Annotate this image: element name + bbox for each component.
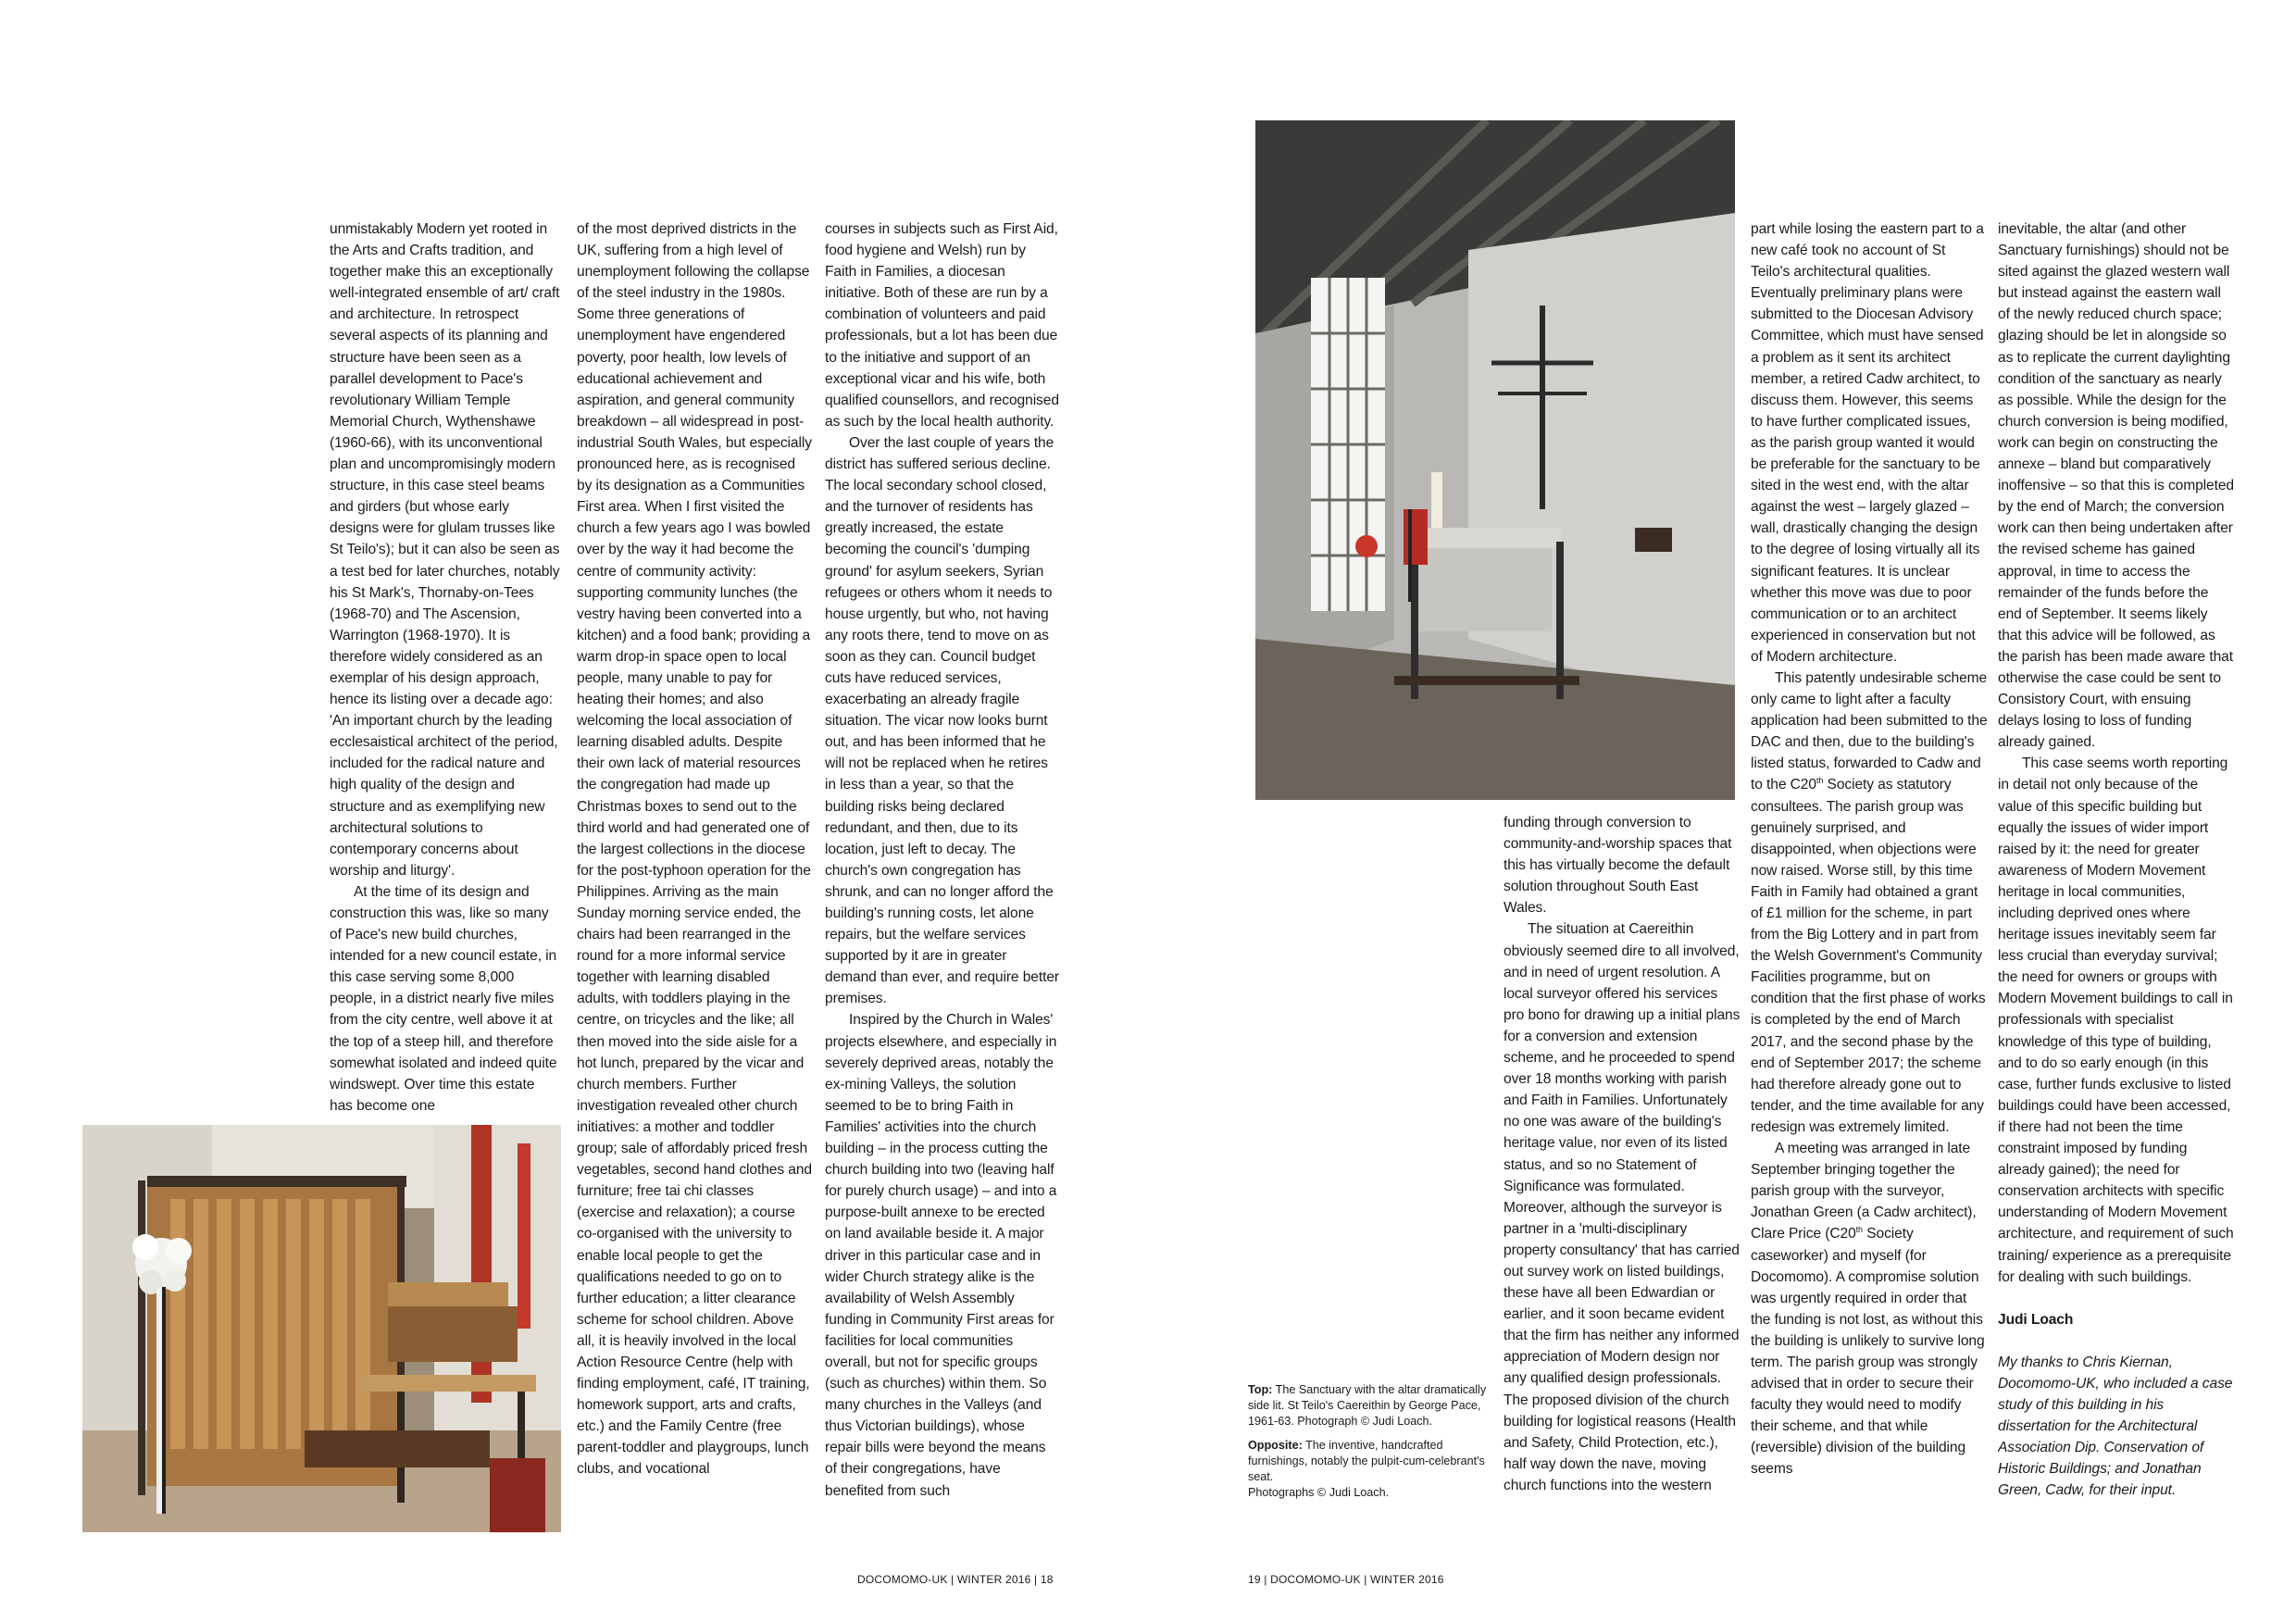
paragraph: unmistakably Modern yet rooted in the Arts and Crafts tradition, and together make this an exceptionally well-integrated ensemble of art/ craft and architecture. In retrospect several aspects of its planning and structure have been seen as a parallel development to Pace's revolutionary William Temple Memorial Church, Wythenshawe (1960-66), with its unconventional plan and uncompromisingly modern structure, in this case steel beams and girders (but whose early designs were for glulam trusses like St Teilo's); but it can also be seen as a test bed for later churches, notably his St Mark's, Thornaby-on-Tees (1968-70) and The Ascension, Warrington (1968-1970). It is therefore widely considered as an exemplar of his design approach, hence its listing over a decade ago: 'An important church by the leading ecclesaistical architect of the period, included for the radical nature and high quality of the design and structure and as exemplifying new architectural solutions to contemporary concerns about worship and liturgy'. <box>330 221 560 879</box>
paragraph: of the most deprived districts in the UK, suffering from a high level of unemployment following the collapse of the steel industry in the 1980s. Some three generations of unemployment have engendered poverty, poor health, low levels of educational achievement and aspiration, and general community breakdown – all widespread in post-industrial South Wales, but especially pronounced here, as is recognised by its designation as a Communities First area. When I first visited the church a few years ago I was bowled over by the way it had become the centre of community activity: supporting community lunches (the vestry having been converted into a kitchen) and a food bank; providing a warm drop-in space open to local people, many unable to pay for heating their homes; and also welcoming the local association of learning disabled adults. Despite their own lack of material resources the congregation had made up Christmas boxes to send out to the third world and had generated one of the largest collections in the diocese for the post-typhoon operation for the Philippines. Arriving as the main Sunday morning service ended, the chairs had been rearranged in the round for a more informal service together with learning disabled adults, with toddlers playing in the centre, on tricycles and the like; all then moved into the side aisle for a hot lunch, prepared by the vicar and church members. Further investigation revealed other church initiatives: a mother and toddler group; sale of affordably priced fresh vegetables, second hand clothes and furniture; free tai chi classes (exercise and relaxation); a course co-organised with the university to enable local people to get the qualifications needed to go on to further education; a litter clearance scheme for school children. Above all, it is heavily involved in the local Action Resource Centre (help with finding employment, café, IT training, homework support, arts and crafts, etc.) and the Family Centre (free parent-toddler and playgroups, lunch clubs, and vocational <box>577 221 812 1478</box>
text-column-2 <box>577 218 813 1537</box>
paragraph-text: A meeting was arranged in late September bringing together the parish group with the surveyor, Jonathan Green (a Cadw architect), Clare Price (C20 <box>1751 1141 1977 1242</box>
caption-opposite <box>1248 1438 1491 1485</box>
paragraph: inevitable, the altar (and other Sanctuary furnishings) should not be sited against the glazed western wall but instead against the eastern wall of the newly reduced church space; glazing should be let in alongside so as to replicate the current daylighting condition of the sanctuary as nearly as possible. While the design for the church conversion is being modified, work can begin on constructing the annexe – bland but comparatively inoffensive – so that this is completed by the end of March; the conversion work can then being undertaken after the revised scheme has gained approval, in time to access the remainder of the funds before the end of September. It seems likely that this advice will be followed, as the parish has been made aware that otherwise the case could be sent to Consistory Court, with ensuing delays losing to loss of funding already gained. <box>1998 221 2234 751</box>
paragraph <box>1751 668 1988 1138</box>
text-column-1 <box>330 218 561 1113</box>
superscript: th <box>1816 776 1824 786</box>
paragraph <box>1751 1138 1988 1480</box>
pulpit-seat-photo <box>82 1125 561 1532</box>
text-column-4 <box>1504 812 1741 1543</box>
text-column-5 <box>1751 218 1988 1542</box>
paragraph: Inspired by the Church in Wales' projects elsewhere, and especially in severely deprived areas, notably the ex-mining Valleys, the solution seemed to be to bring Faith in Families' activities into the church building – in the process cutting the church building into two (leaving half for purely church usage) – and into a purpose-built annexe to be erected on land available beside it. A major driver in this particular case and in wider Church strategy alike is the availability of Welsh Assembly funding in Community First areas for facilities for local communities overall, but not for specific groups (such as churches) within them. So many churches in the Valleys (and thus Victorian buildings), whose repair bills were beyond the means of their congregations, have benefited from such <box>825 1012 1057 1499</box>
acknowledgements: My thanks to Chris Kiernan, Docomomo-UK, who included a case study of this building in his dissertation for the Architectural Association Dip. Conservation of Historic Buildings; and Jonathan Green, Cadw, for their input. <box>1998 1354 2233 1499</box>
paragraph: The situation at Caereithin obviously seemed dire to all involved, and in need of urgent resolution. A local surveyor offered his services pro bono for drawing up a initial plans for a conversion and extension scheme, and he proceeded to spend over 18 months working with parish and Faith in Families. Unfortunately no one was aware of the building's heritage value, nor even of its listed status, and so no Statement of Significance was formulated. Moreover, although the surveyor is partner in a 'multi-disciplinary property consultancy' that has carried out survey work on listed buildings, these have all been Edwardian or earlier, and it soon became evident that the firm has neither any informed appreciation of Modern design nor any qualified design professionals. The proposed division of the church building for logistical reasons (Health and Safety, Child Protection, etc.), half way down the nave, moving church functions into the western <box>1504 921 1741 1493</box>
sanctuary-photo <box>1255 120 1735 800</box>
sanctuary-photo-graphic <box>1255 120 1735 800</box>
text-column-3 <box>825 218 1061 1537</box>
superscript: th <box>1855 1225 1863 1235</box>
paragraph-text: Society caseworker) and myself (for Docomomo). A compromise solution was urgently required in order that the funding is not lost, as without this the building is unlikely to survive long term. The parish group was strongly advised that in order to secure their faculty they would need to modify their scheme, and that while (reversible) division of the building seems <box>1751 1226 1985 1478</box>
text-column-6 <box>1998 218 2235 1542</box>
author-signature: Judi Loach <box>1998 1311 2074 1328</box>
caption-top-label: Top: <box>1248 1383 1273 1396</box>
page-folio-left: DOCOMOMO-UK | WINTER 2016 | 18 <box>857 1573 1054 1586</box>
pulpit-seat-photo-graphic <box>82 1125 561 1532</box>
caption-opposite-label: Opposite: <box>1248 1439 1303 1452</box>
caption-opposite-text: The inventive, handcrafted furnishings, notably the pulpit-cum-celebrant's seat. <box>1248 1439 1485 1483</box>
paragraph: courses in subjects such as First Aid, food hygiene and Welsh) run by Faith in Families, a diocesan initiative. Both of these are run by a combination of volunteers and paid professionals, but a lot has been due to the initiative and support of an exceptional vicar and his wife, both qualified counsellors, and recognised as such by the local health authority. <box>825 221 1059 430</box>
page-folio-right: 19 | DOCOMOMO-UK | WINTER 2016 <box>1248 1573 1444 1586</box>
paragraph-text: Society as statutory consultees. The parish group was genuinely surprised, and disappointed, when objections were now raised. Worse still, by this time Faith in Family had obtained a grant of £1 million for the scheme, in part from the Big Lottery and in part from the Welsh Government's Community Facilities programme, but on condition that the first phase of works is completed by the end of March 2017, and the second phase by the end of September 2017; the scheme had therefore already gone out to tender, and the time available for any redesign was extremely limited. <box>1751 777 1986 1135</box>
paragraph: This case seems worth reporting in detail not only because of the value of this specific building but equally the issues of wider import raised by it: the need for greater awareness of Modern Movement heritage in local communities, including deprived ones where heritage issues inevitably seem far less crucial than everyday survival; the need for owners or groups with Modern Movement buildings to call in professionals with specialist knowledge of this type of building, and to do so early enough (in this case, further funds exclusive to listed buildings could have been accessed, if there had not been the time constraint imposed by funding already gained); the need for conservation architects with specific understanding of Modern Movement architecture, and requirement of such training/ experience as a prerequisite for dealing with such buildings. <box>1998 755 2234 1285</box>
caption-credit: Photographs © Judi Loach. <box>1248 1486 1390 1499</box>
paragraph-text: This patently undesirable scheme only came to light after a faculty application had been submitted to the DAC and then, due to the building's listed status, forwarded to Cadw and to the C20 <box>1751 669 1988 793</box>
paragraph: funding through conversion to community-and-worship spaces that this has virtually become the default solution throughout South East Wales. <box>1504 815 1732 917</box>
caption-top <box>1248 1382 1491 1429</box>
paragraph: At the time of its design and construction this was, like so many of Pace's new build churches, intended for a new council estate, in this case serving some 8,000 people, in a district nearly five miles from the city centre, well above it at the top of a steep hill, and therefore somewhat isolated and indeed quite windswept. Over time this estate has become one <box>330 883 557 1113</box>
photo-caption <box>1248 1382 1491 1509</box>
paragraph: Over the last couple of years the district has suffered serious decline. The local secondary school closed, and the turnover of residents has greatly increased, the estate becoming the council's 'dumping ground' for asylum seekers, Syrian refugees or others whom it needs to house urgently, but who, not having any roots there, tend to move on as soon as they can. Council budget cuts have reduced services, exacerbating an already fragile situation. The vicar now looks burnt out, and has been informed that he will not be replaced when he retires in less than a year, so that the building risks being declared redundant, and then, due to its location, just left to decay. The church's own congregation has shrunk, and can no longer afford the building's running costs, let alone repairs, but the welfare services supported by it are in greater demand than ever, and require better premises. <box>825 434 1060 1007</box>
paragraph: part while losing the eastern part to a new café took no account of St Teilo's architectural qualities. Eventually preliminary plans were submitted to the Diocesan Advisory Committee, which must have sensed a problem as it sent its architect member, a retired Cadw architect, to discuss them. However, this seems to have further complicated issues, as the parish group wanted it would be preferable for the sanctuary to be sited in the west end, with the altar against the west – largely glazed – wall, drastically changing the design to the degree of losing virtually all its significant features. It is unclear whether this move was due to poor communication or to an architect experienced in conservation but not of Modern architecture. <box>1751 221 1984 665</box>
caption-top-text: The Sanctuary with the altar dramatically side lit. St Teilo's Caereithin by George Pace, 1961-63. Photograph © Judi Loach. <box>1248 1383 1487 1428</box>
